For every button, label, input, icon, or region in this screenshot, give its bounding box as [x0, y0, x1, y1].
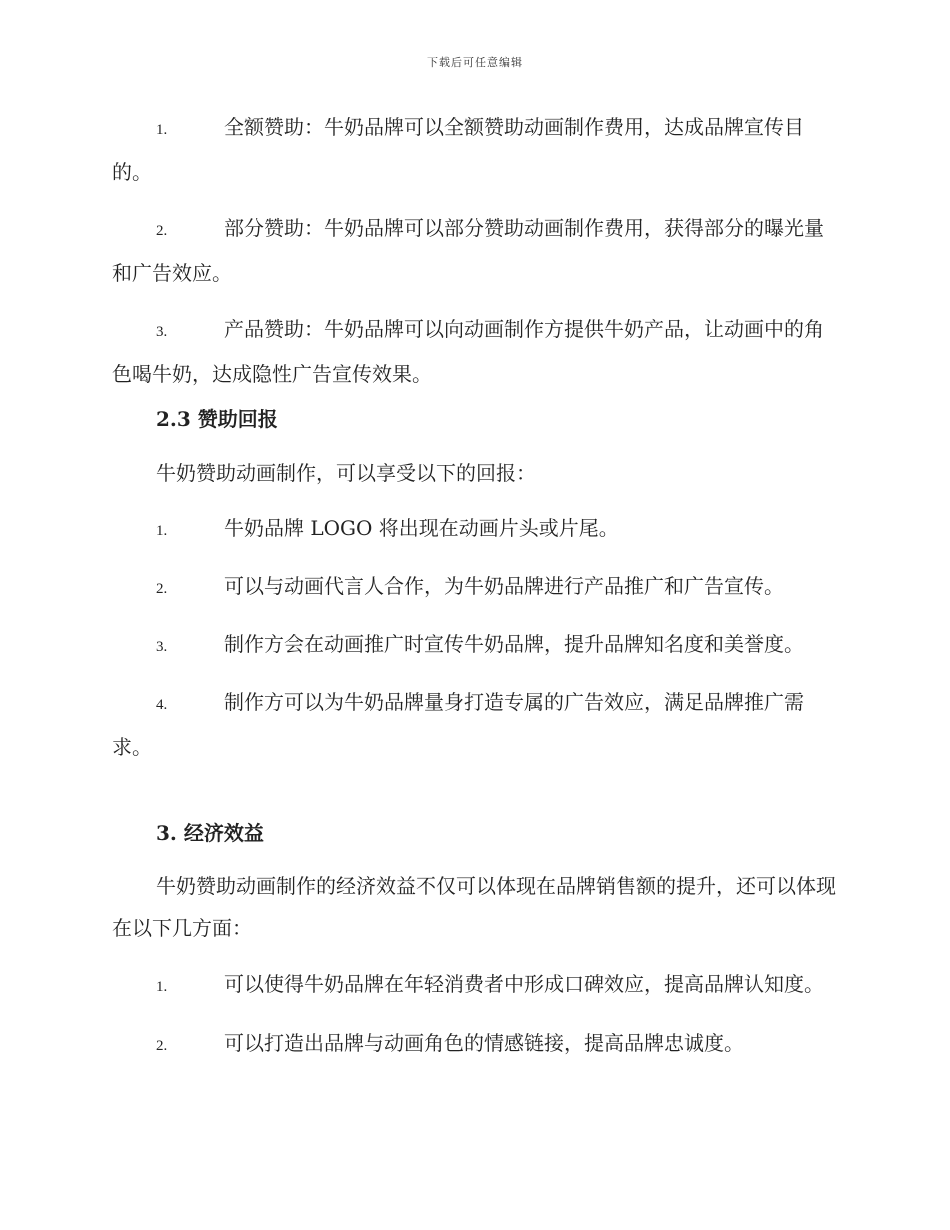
list-text: 制作方会在动画推广时宣传牛奶品牌，提升品牌知名度和美誉度。: [224, 632, 804, 656]
list-number: 2.: [156, 581, 168, 597]
list-number: 3.: [156, 324, 168, 340]
list-number: 1.: [156, 122, 168, 138]
list-text: 部分赞助：牛奶品牌可以部分赞助动画制作费用，获得部分的曝光量和广告效应。: [112, 216, 824, 285]
list-item: [112, 623, 837, 668]
list-item: [112, 507, 837, 552]
section-heading-2-3: 2.3 赞助回报: [156, 407, 278, 431]
list-number: 2.: [156, 223, 168, 239]
list-text: 可以打造出品牌与动画角色的情感链接，提高品牌忠诚度。: [224, 1031, 744, 1055]
list-item: [112, 963, 837, 1008]
list-text: 制作方可以为牛奶品牌量身打造专属的广告效应，满足品牌推广需求。: [112, 690, 804, 759]
list-item: [112, 308, 837, 395]
list-item: [112, 106, 837, 193]
list-text: 全额赞助：牛奶品牌可以全额赞助动画制作费用，达成品牌宣传目的。: [112, 115, 804, 184]
list-number: 1.: [156, 523, 168, 539]
section-heading-3: 3. 经济效益: [156, 821, 264, 845]
economic-benefit-list: [112, 963, 837, 1067]
sponsor-type-list: [112, 106, 837, 395]
section-2-3-intro: 牛奶赞助动画制作，可以享受以下的回报：: [156, 461, 536, 485]
list-item: [112, 565, 837, 610]
sponsor-return-list: [112, 507, 837, 768]
list-item: [112, 1022, 837, 1067]
list-number: 2.: [156, 1038, 168, 1054]
list-text: 产品赞助：牛奶品牌可以向动画制作方提供牛奶产品，让动画中的角色喝牛奶，达成隐性广告宣传效果。: [112, 317, 824, 386]
list-text: 可以使得牛奶品牌在年轻消费者中形成口碑效应，提高品牌认知度。: [224, 972, 824, 996]
list-number: 1.: [156, 979, 168, 995]
list-number: 4.: [156, 697, 168, 713]
list-text: 可以与动画代言人合作，为牛奶品牌进行产品推广和广告宣传。: [224, 574, 784, 598]
list-item: [112, 207, 837, 294]
header-note: 下载后可任意编辑: [427, 56, 523, 69]
list-item: [112, 681, 837, 768]
list-text: 牛奶品牌 LOGO 将出现在动画片头或片尾。: [224, 516, 619, 540]
section-3-intro: 牛奶赞助动画制作的经济效益不仅可以体现在品牌销售额的提升，还可以体现在以下几方面：: [112, 874, 836, 940]
list-number: 3.: [156, 639, 168, 655]
